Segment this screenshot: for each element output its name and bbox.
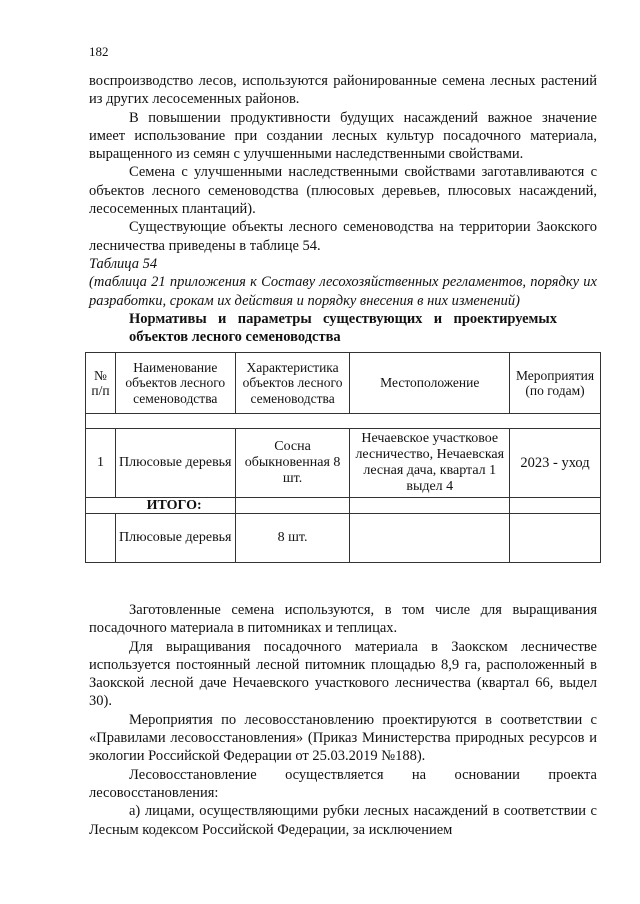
paragraph: Заготовленные семена используются, в том числе для выращивания посадочного материала в питомниках и теплицах. [89, 602, 597, 637]
total-label: ИТОГО: [86, 498, 236, 514]
cell-characteristic: Сосна обыкновенная 8 шт. [235, 429, 350, 498]
paragraph: Существующие объекты лесного семеноводства на территории Заокского лесничества приведены в таблице 54. [89, 219, 597, 254]
header-cell: Местоположение [350, 353, 510, 414]
cell-name: Плюсовые деревья [115, 429, 235, 498]
paragraph: воспроизводство лесов, используются районированные семена лесных растений из других лесосеменных районов. [89, 73, 597, 108]
cell-measures: 2023 - уход [510, 429, 601, 498]
total-name: Плюсовые деревья [115, 514, 235, 563]
table-spacer-row [86, 414, 601, 429]
bottom-text-section [89, 601, 597, 839]
total-label-row [86, 498, 601, 514]
seed-objects-table [85, 352, 601, 563]
header-cell: № п/п [86, 353, 116, 414]
cell-num: 1 [86, 429, 116, 498]
header-cell: Мероприятия (по годам) [510, 353, 601, 414]
paragraph: Мероприятия по лесовосстановлению проектируются в соответствии с «Правилами лесовосстановления» (Приказ Министерства природных ресурсов и экологии Российской Федерации от 25.03.2019 №188). [89, 711, 597, 765]
table-label: Таблица 54 [89, 255, 158, 272]
paragraph: Для выращивания посадочного материала в Заокском лесничестве используется постоянный лесной питомник площадью 8,9 га, расположенный в Заокской лесной даче Нечаевского участкового лесничества (квартал 66, выдел 30). [89, 638, 597, 710]
paragraph: Семена с улучшенными наследственными свойствами заготавливаются с объектов лесного семеноводства (плюсовых деревьев, плюсовых насаждений, лесосеменных плантаций). [89, 164, 597, 218]
header-cell: Наименование объектов лесного семеноводства [115, 353, 235, 414]
paragraph: В повышении продуктивности будущих насаждений важное значение имеет использование при создании лесных культур посадочного материала, выращенного из семян с улучшенными наследственными свойствами. [89, 109, 597, 163]
cell-location: Нечаевское участковое лесничество, Нечаевская лесная дача, квартал 1 выдел 4 [350, 429, 510, 498]
header-cell: Характеристика объектов лесного семеноводства [235, 353, 350, 414]
page-number: 182 [89, 44, 109, 59]
table-title: Нормативы и параметры существующих и проектируемых объектов лесного семеноводства [129, 310, 557, 346]
top-text-section [89, 72, 597, 346]
table-header-row [86, 353, 601, 414]
paragraph: а) лицами, осуществляющими рубки лесных насаждений в соответствии с Лесным кодексом Российской Федерации, за исключением [89, 803, 597, 838]
table-note: (таблица 21 приложения к Составу лесохозяйственных регламентов, порядку их разработки, срокам их действия и порядку внесения в них изменений) [89, 274, 597, 309]
total-characteristic: 8 шт. [235, 514, 350, 563]
table-row [86, 429, 601, 498]
paragraph: Лесовосстановление осуществляется на основании проекта лесовосстановления: [89, 766, 597, 801]
total-row [86, 514, 601, 563]
